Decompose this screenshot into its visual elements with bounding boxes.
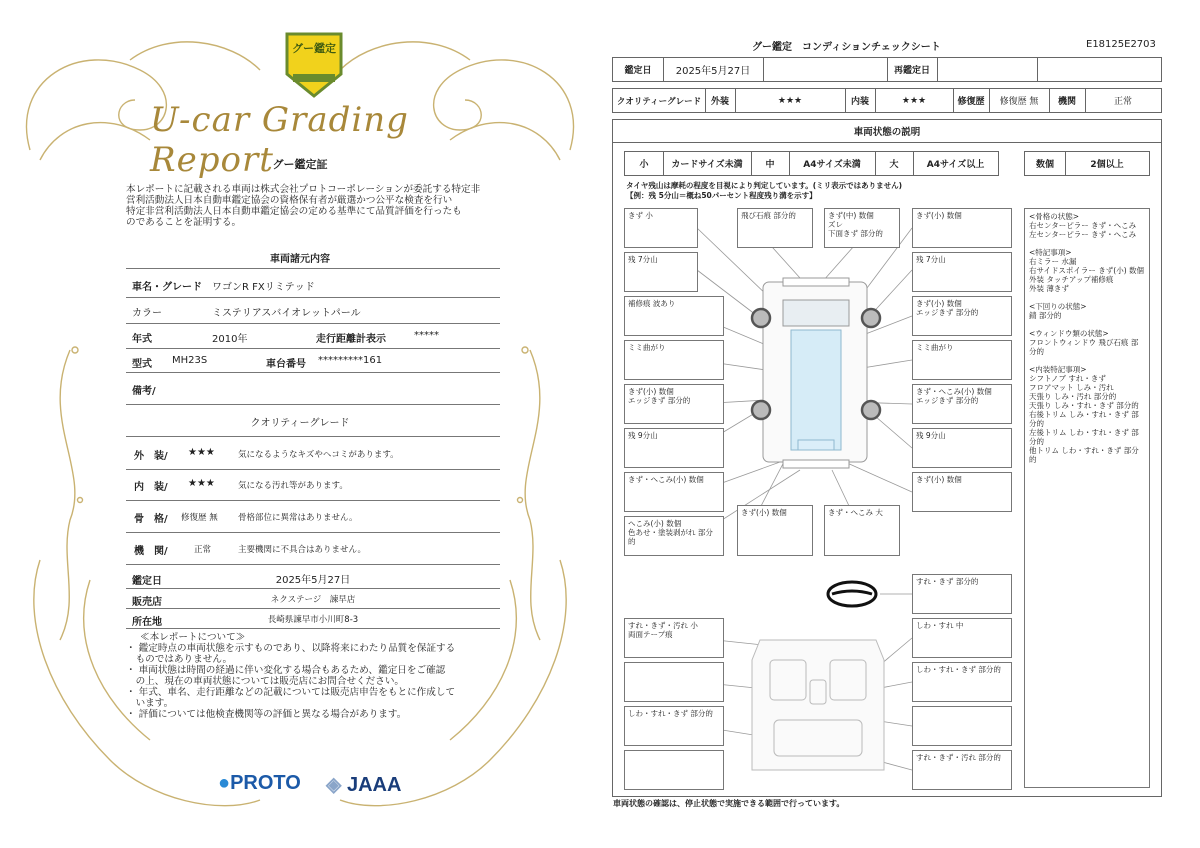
side-note-line: 他トリム しわ・すれ・きず 部分的 (1029, 446, 1139, 464)
note-line: ものではありません。 (126, 654, 233, 665)
side-note-gap (1029, 293, 1145, 302)
date-value: 2025年5月27日 (675, 66, 751, 77)
note-line: きず(中) 数個 (828, 211, 874, 220)
quality-text: 骨格部位に異常はありません。 (238, 513, 358, 523)
exterior-label: 外装 (710, 97, 729, 107)
quality-stars: 正常 (194, 545, 212, 555)
quality-heading: クオリティーグレード (250, 418, 350, 429)
side-note-line: 天張り しみ・汚れ 部分的 (1029, 392, 1117, 401)
interior-note-empty (624, 662, 724, 702)
side-note-line: 右後トリム しみ・すれ・きず 部分的 (1029, 410, 1139, 428)
jaaa-logo-text: JAAA (346, 774, 402, 796)
note-line: います。 (126, 698, 174, 709)
note-line: 両面テープ痕 (628, 630, 673, 639)
side-note-line: <内装特記事項> (1029, 365, 1087, 374)
damage-note (624, 516, 724, 556)
address-label: 所在地 (132, 617, 162, 628)
interior-note: しわ・すれ 中 (912, 618, 1012, 658)
condition-heading: 車両状態の説明 (612, 119, 1162, 143)
side-note-gap (1029, 239, 1145, 248)
quality-row-exterior (126, 436, 500, 470)
proto-logo (218, 772, 301, 795)
repair-label: 修復歴 (957, 97, 985, 107)
quality-stars: 修復歴 無 (181, 513, 218, 523)
jaaa-logo (326, 772, 401, 797)
intro-line: 特定非営利活動法人日本自動車鑑定協会の定める基準にて品質評価を行ったも (126, 206, 462, 217)
note-line: ・ 年式、車名、走行距離などの記載については販売店申告をもとに作成して (126, 687, 456, 698)
quality-stars: ★★★ (188, 478, 215, 489)
quality-label: 内 装/ (134, 482, 168, 493)
intro-line: 営利活動法人日本自動車鑑定協会の資格保有者が厳選かつ公平な検査を行い (126, 195, 453, 206)
side-note-line: シフトノブ すれ・きず (1029, 374, 1106, 383)
spec-value-year: 2010年 (212, 334, 248, 345)
condition-check-sheet (600, 0, 1200, 848)
spec-value-mileage: ***** (414, 330, 439, 341)
date-row (126, 566, 500, 589)
tire-note-example: 【例：残 5分山＝概ね50パーセント程度残り溝を示す】 (626, 191, 817, 200)
quality-row-engine (126, 532, 500, 565)
spec-value-color: ミステリアスバイオレットパール (212, 308, 361, 319)
dealer-table (126, 566, 500, 628)
note-line: エッジきず 部分的 (916, 308, 979, 317)
spec-label: 車台番号 (266, 359, 306, 370)
tire-note: タイヤ残山は摩耗の程度を目視により判定しています。(ミリ表示ではありません) (626, 181, 903, 190)
interior-note-empty (624, 750, 724, 790)
spec-label: 型式 (132, 359, 152, 370)
spec-label: 走行距離計表示 (316, 334, 386, 345)
quality-label: 骨 格/ (134, 514, 168, 525)
quality-row-interior (126, 468, 500, 501)
damage-note: きず・へこみ(小) 数個 (624, 472, 724, 512)
grade-label: クオリティーグレード (616, 96, 702, 107)
legend-mid-desc: A4サイズ未満 (803, 160, 861, 170)
engine-value: 正常 (1113, 97, 1132, 107)
interior-note (624, 618, 724, 658)
tire-note-rr: 残 9分山 (912, 428, 1012, 468)
steering-wheel-icon (828, 582, 876, 606)
car-interior-diagram (752, 640, 884, 770)
note-line: エッジきず 部分的 (628, 396, 691, 405)
side-note-line: 外装 タッチアップ補修痕 (1029, 275, 1114, 284)
damage-note (912, 384, 1012, 424)
note-line: 下面きず 部分的 (828, 229, 883, 238)
spec-label: 備考/ (132, 386, 156, 397)
interior-stars: ★★★ (901, 95, 927, 106)
legend-small: 小 (639, 160, 649, 170)
damage-note: きず(小) 数個 (912, 208, 1012, 248)
tire-note-fr: 残 7分山 (912, 252, 1012, 292)
quality-row-frame (126, 500, 500, 533)
report-notes (126, 632, 496, 720)
note-line: の上、現在の車両状態については販売店にお問合せください。 (126, 676, 405, 687)
side-note-line: <ウィンドウ類の状態> (1029, 329, 1109, 338)
spec-row-color (126, 296, 500, 324)
proto-mark-icon: ● (218, 772, 231, 794)
interior-note-empty (912, 706, 1012, 746)
damage-note: きず(小) 数個 (737, 505, 813, 556)
note-line: ・ 評価については他検査機関等の評価と異なる場合があります。 (126, 709, 407, 720)
legend-count-desc: 2個以上 (1090, 160, 1124, 170)
certificate-heading: グー鑑定証 (272, 158, 328, 171)
note-line: きず・へこみ(小) 数個 (916, 387, 992, 396)
shop-label: 販売店 (132, 597, 162, 608)
spec-row-name (126, 268, 500, 298)
side-note-line: 左センターピラー きず・へこみ (1029, 230, 1137, 239)
note-line: きず(小) 数個 (916, 299, 962, 308)
intro-line: のであることを証明する。 (126, 217, 242, 228)
interior-note: しわ・すれ・きず 部分的 (624, 706, 724, 746)
note-line: 色あせ・塗装剥がれ 部分的 (628, 528, 713, 546)
damage-note (624, 384, 724, 424)
side-note-line: 天張り しみ・すれ・きず 部分的 (1029, 401, 1139, 410)
tire-note-fl: 残 7分山 (624, 252, 698, 292)
quality-table (126, 436, 500, 568)
proto-logo-text: PROTO (230, 772, 301, 794)
damage-note: きず(小) 数個 (912, 472, 1012, 512)
interior-label: 内装 (850, 97, 869, 107)
exterior-stars: ★★★ (777, 95, 803, 106)
special-notes-panel (1024, 208, 1150, 788)
note-line: へこみ(小) 数個 (628, 519, 682, 528)
side-note-gap (1029, 356, 1145, 365)
spec-value-model: MH23S (172, 355, 208, 366)
quality-label: 外 装/ (134, 451, 168, 462)
side-note-line: <骨格の状態> (1029, 212, 1080, 221)
shop-row (126, 588, 500, 609)
damage-note: 飛び石痕 部分的 (737, 208, 813, 248)
side-note-line: フロアマット しみ・汚れ (1029, 383, 1114, 392)
intro-text (126, 184, 496, 228)
legend-mid: 中 (765, 160, 775, 170)
spec-label: 年式 (132, 334, 152, 345)
jaaa-mark-icon: ◈ (326, 774, 342, 796)
spec-row-model (126, 348, 500, 373)
side-note-line: 左後トリム しわ・すれ・きず 部分的 (1029, 428, 1139, 446)
note-line: ・ 車両状態は時間の経過に伴い変化する場合もあるため、鑑定日をご確認 (126, 665, 446, 676)
car-exterior-diagram (752, 278, 880, 468)
side-note-gap (1029, 320, 1145, 329)
logo-text: グー鑑定 (292, 42, 336, 55)
sheet-title: グー鑑定 コンディションチェックシート (752, 42, 941, 53)
legend-small-desc: カードサイズ未満 (671, 160, 743, 170)
address-value: 長崎県諫早市小川町8-3 (267, 615, 359, 625)
recheck-label: 再鑑定日 (893, 66, 930, 76)
side-note-line: フロントウィンドウ 飛び石痕 部分的 (1029, 338, 1139, 356)
side-note-line: 右サイドスポイラー きず(小) 数個 (1029, 266, 1145, 275)
report-title: U-car Grading Report (150, 100, 409, 180)
damage-note: ミミ曲がり (624, 340, 724, 380)
note-line: きず(小) 数個 (628, 387, 674, 396)
interior-note: すれ・きず・汚れ 部分的 (912, 750, 1012, 790)
side-note-line: 錆 部分的 (1029, 311, 1062, 320)
interior-note: しわ・すれ・きず 部分的 (912, 662, 1012, 702)
spec-value-chassis: *********161 (318, 355, 383, 366)
date-label: 鑑定日 (624, 66, 652, 76)
legend-count: 数個 (1035, 160, 1054, 170)
sheet-code: E18125E2703 (1086, 39, 1156, 50)
note-line: すれ・きず・汚れ 小 (628, 621, 698, 630)
interior-note: すれ・きず 部分的 (912, 574, 1012, 614)
repair-value: 修復歴 無 (999, 97, 1039, 107)
quality-text: 気になるようなキズやヘコミがあります。 (238, 450, 399, 460)
quality-label: 機 関/ (134, 546, 168, 557)
side-note-line: 右センターピラー きず・へこみ (1029, 221, 1137, 230)
side-note-line: <下回りの状態> (1029, 302, 1087, 311)
intro-line: 本レポートに記載される車両は株式会社プロトコーポレーションが委託する特定非 (126, 184, 481, 195)
notes-heading: ≪本レポートについて≫ (140, 632, 246, 643)
spec-label: カラー (132, 308, 162, 319)
damage-note (912, 296, 1012, 336)
sheet-footer: 車両状態の確認は、停止状態で実施できる範囲で行っています。 (613, 799, 845, 808)
side-note-line: <特記事項> (1029, 248, 1072, 257)
quality-text: 主要機関に不具合はありません。 (238, 545, 367, 555)
date-value: 2025年5月27日 (275, 575, 351, 586)
address-row (126, 608, 500, 629)
legend-large: 大 (889, 160, 899, 170)
legend-large-desc: A4サイズ以上 (926, 160, 985, 170)
shop-value: ネクステージ 諫早店 (270, 595, 356, 605)
side-note-line: 右ミラー 水漏 (1029, 257, 1077, 266)
note-line: ・ 鑑定時点の車両状態を示すものであり、以降将来にわたり品質を保証する (126, 643, 456, 654)
quality-stars: ★★★ (188, 447, 215, 458)
spec-row-year (126, 323, 500, 349)
spec-value-name: ワゴンR FXリミテッド (212, 282, 315, 293)
specs-heading: 車両諸元内容 (270, 254, 330, 265)
engine-label: 機関 (1057, 97, 1076, 107)
damage-note: きず・へこみ 大 (824, 505, 900, 556)
date-label: 鑑定日 (132, 576, 162, 587)
damage-note: ミミ曲がり (912, 340, 1012, 380)
damage-note: きず 小 (624, 208, 698, 248)
note-line: ズレ (828, 220, 843, 229)
tire-note-rl: 残 9分山 (624, 428, 724, 468)
damage-note: 補修痕 波あり (624, 296, 724, 336)
side-note-line: 外装 薄きず (1029, 284, 1069, 293)
spec-label: 車名・グレード (132, 282, 202, 293)
quality-text: 気になる汚れ等があります。 (238, 481, 348, 491)
spec-row-remarks (126, 372, 500, 405)
damage-note (824, 208, 900, 248)
note-line: エッジきず 部分的 (916, 396, 979, 405)
specs-table (126, 268, 500, 398)
